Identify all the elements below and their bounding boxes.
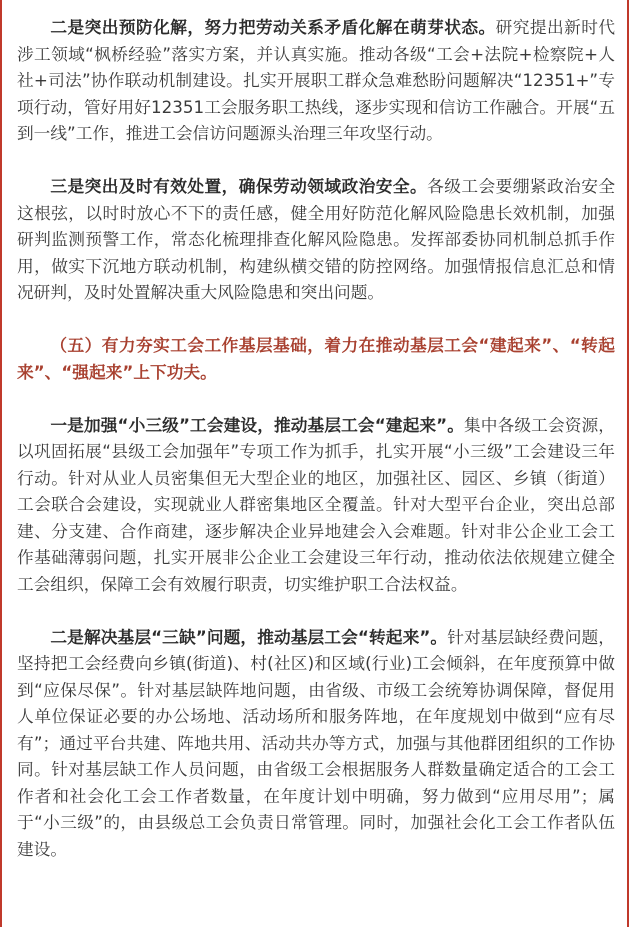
section-heading: [17, 332, 615, 385]
paragraph-text: 针对基层缺经费问题，坚持把工会经费向乡镇(街道)、村(社区)和区域(行业)工会倾斜，在年度预算中做到“应保尽保”。针对基层缺阵地问题，由省级、市级工会统筹协调保障，督促用人单位保证必要的办公场地、活动场所和服务阵地，在年度规划中做到“应有尽有”；通过平台共建、阵地共用、活动共办等方式，加强与其他群团组织的工作协同。针对基层缺工作人员问题，由省级工会根据服务人群数量确定适合的工会工作者和社会化工会工作者数量，在年度计划中明确，努力做到“应用尽用”；属于“小三级”的，由县级总工会负责日常管理。同时，加强社会化工会工作者队伍建设。: [17, 626, 615, 859]
paragraph-three-shortages: [17, 624, 615, 863]
article-body: [17, 14, 615, 862]
paragraph-build: [17, 412, 615, 598]
paragraph-disposal: [17, 173, 615, 306]
paragraph-text: 研究提出新时代涉工领域“枫桥经验”落实方案，并认真实施。推动各级“工会+法院+检察院+人社+司法”协作联动机制建设。扎实开展职工群众急难愁盼问题解决“12351+”专项行动，管好用好12351工会服务职工热线，逐步实现和信访工作融合。开展“五到一线”工作，推进工会信访问题源头治理三年攻坚行动。: [17, 17, 616, 143]
paragraph-lead: 一是加强“小三级”工会建设，推动基层工会“建起来”。: [50, 414, 464, 435]
paragraph-text: 各级工会要绷紧政治安全这根弦，以时时放心不下的责任感，健全用好防范化解风险隐患长效机制，加强研判监测预警工作，常态化梳理排查化解风险隐患。发挥部委协同机制总抓手作用，做实下沉地方联动机制，构建纵横交错的防控网络。加强情报信息汇总和情况研判，及时处置解决重大风险隐患和突出问题。: [17, 176, 616, 302]
paragraph-lead: 二是解决基层“三缺”问题，推动基层工会“转起来”。: [50, 626, 448, 647]
paragraph-lead: 三是突出及时有效处置，确保劳动领域政治安全。: [50, 176, 428, 196]
paragraph-text: 集中各级工会资源，以巩固拓展“县级工会加强年”专项工作为抓手，扎实开展“小三级”工会建设三年行动。针对从业人员密集但无大型企业的地区，加强社区、园区、乡镇（街道）工会联合会建设，实现就业人群密集地区全覆盖。针对大型平台企业，突出总部建、分支建、合作商建，逐步解决企业异地建会入会难题。针对非公企业工会工作基础薄弱问题，扎实开展非公企业工会建设三年行动，推动依法依规建立健全工会组织，保障工会有效履行职责，切实维护职工合法权益。: [17, 414, 615, 594]
section-heading-text: （五）有力夯实工会工作基层基础，着力在推动基层工会“建起来”、“转起来”、“强起来”上下功夫。: [17, 335, 615, 382]
left-border: [0, 0, 2, 927]
paragraph-prevention: [17, 14, 615, 147]
paragraph-lead: 二是突出预防化解，努力把劳动关系矛盾化解在萌芽状态。: [50, 17, 496, 37]
